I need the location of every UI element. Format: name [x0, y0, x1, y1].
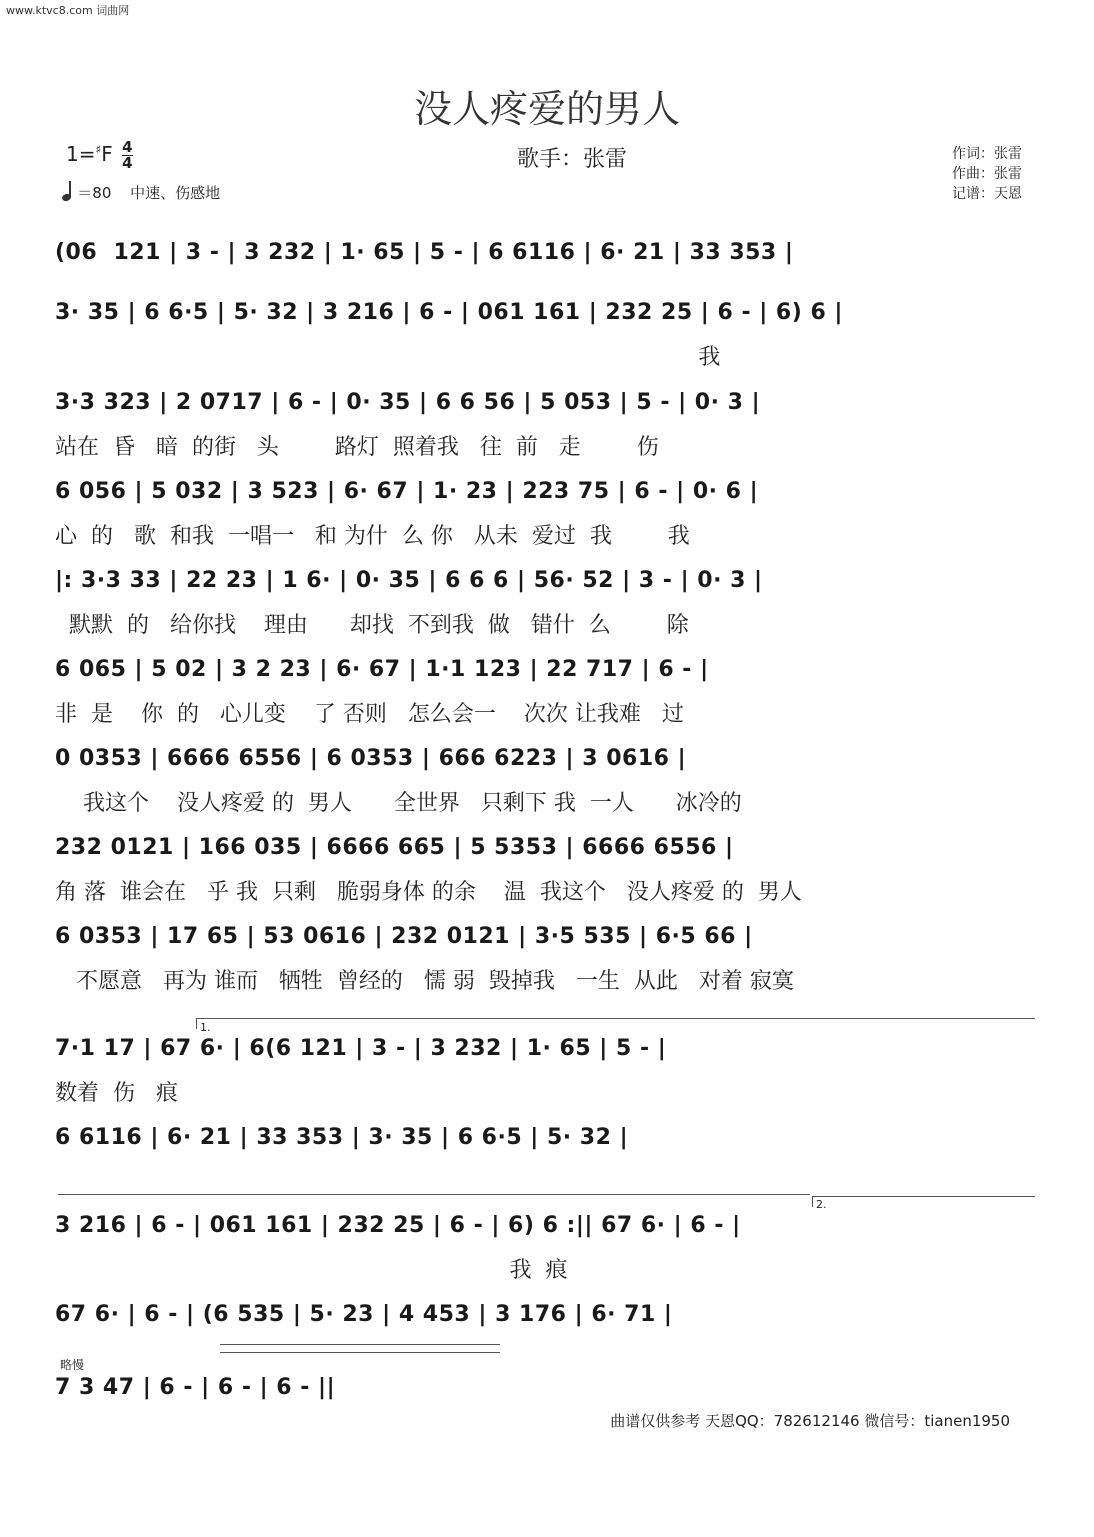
- lyrics-row-5: 默默 的 给你找 理由 却找 不到我 做 错什 么 除: [55, 613, 689, 638]
- time-beats: 4: [122, 138, 133, 156]
- lyrics-row-3: 站在 昏 暗 的街 头 路灯 照着我 往 前 走 伤: [55, 435, 659, 460]
- volta-1-label: 1.: [200, 1021, 211, 1034]
- credits: [952, 144, 1022, 204]
- lyricist: 作词：张雷: [952, 146, 1022, 162]
- lyrics-row-12: 我 痕: [55, 1258, 568, 1283]
- notation-row-2: 3· 35 | 6 6·5 | 5· 32 | 3 216 | 6 - | 061 161 | 232 25 | 6 - | 6) 6 |: [55, 300, 843, 325]
- notation-row-7: 0 0353 | 6666 6556 | 6 0353 | 666 6223 | 3 0616 |: [55, 746, 687, 771]
- volta-2-label: 2.: [816, 1198, 827, 1211]
- key-note: F: [101, 142, 113, 166]
- notation-row-13: 67 6· | 6 - | (6 535 | 5· 23 | 4 453 | 3 176 | 6· 71 |: [55, 1302, 673, 1327]
- volta-1-continuation: [58, 1194, 810, 1195]
- lyrics-row-10: 数着 伤 痕: [55, 1081, 178, 1106]
- time-unit: 4: [122, 154, 133, 172]
- note-stem: [69, 181, 71, 197]
- tempo-mark: [62, 182, 220, 203]
- notation-row-1: (06 121 | 3 - | 3 232 | 1· 65 | 5 - | 6 6116 | 6· 21 | 33 353 |: [55, 240, 794, 265]
- lyrics-row-2: 我: [55, 345, 721, 370]
- tempo-value: ＝80: [77, 184, 112, 202]
- ritardando-line-2: [220, 1352, 500, 1353]
- notation-row-5: |: 3·3 33 | 22 23 | 1 6· | 0· 35 | 6 6 6 | 56· 52 | 3 - | 0· 3 |: [55, 568, 763, 593]
- singer: 歌手：张雷: [516, 147, 627, 172]
- composer: 作曲：张雷: [952, 166, 1022, 182]
- lyrics-row-6: 非 是 你 的 心儿变 了 否则 怎么会一 次次 让我难 过: [55, 702, 684, 727]
- notation-row-12: 3 216 | 6 - | 061 161 | 232 25 | 6 - | 6) 6 :|| 67 6· | 6 - |: [55, 1213, 741, 1238]
- notation-row-14: 7 3 47 | 6 - | 6 - | 6 - ||: [55, 1375, 336, 1400]
- volta-2-bracket: [812, 1196, 1035, 1207]
- song-title: 没人疼爱的男人: [413, 87, 680, 131]
- notation-row-4: 6 056 | 5 032 | 3 523 | 6· 67 | 1· 23 | 223 75 | 6 - | 0· 6 |: [55, 479, 759, 504]
- notation-row-6: 6 065 | 5 02 | 3 2 23 | 6· 67 | 1·1 123 | 22 717 | 6 - |: [55, 657, 709, 682]
- notation-row-10: 7·1 17 | 67 6· | 6(6 121 | 3 - | 3 232 | 1· 65 | 5 - |: [55, 1036, 667, 1061]
- lyrics-row-4: 心 的 歌 和我 一唱一 和 为什 么 你 从未 爱过 我 我: [55, 524, 690, 549]
- ritardando-line: [220, 1344, 500, 1345]
- notation-row-9: 6 0353 | 17 65 | 53 0616 | 232 0121 | 3·5 535 | 6·5 66 |: [55, 924, 753, 949]
- volta-1-bracket: [196, 1018, 1035, 1029]
- notation-row-8: 232 0121 | 166 035 | 6666 665 | 5 5353 | 6666 6556 |: [55, 835, 734, 860]
- notation-row-3: 3·3 323 | 2 0717 | 6 - | 0· 35 | 6 6 56 | 5 053 | 5 - | 0· 3 |: [55, 390, 761, 415]
- notation-row-11: 6 6116 | 6· 21 | 33 353 | 3· 35 | 6 6·5 | 5· 32 |: [55, 1125, 629, 1150]
- site-watermark: www.ktvc8.com 词曲网: [6, 4, 130, 17]
- transcriber: 记谱：天恩: [952, 186, 1022, 202]
- key-sharp: ♯: [95, 142, 102, 157]
- lyrics-row-8: 角 落 谁会在 乎 我 只剩 脆弱身体 的余 温 我这个 没人疼爱 的 男人: [55, 880, 802, 905]
- slow-mark: 略慢: [60, 1358, 85, 1372]
- lyrics-row-7: 我这个 没人疼爱 的 男人 全世界 只剩下 我 一人 冰冷的: [55, 791, 742, 816]
- lyrics-row-9: 不愿意 再为 谁而 牺牲 曾经的 懦 弱 毁掉我 一生 从此 对着 寂寞: [55, 969, 794, 994]
- footer-note: 曲谱仅供参考 天恩QQ：782612146 微信号：tianen1950: [610, 1412, 1010, 1430]
- tempo-description: 中速、伤感地: [130, 184, 221, 202]
- key-prefix: 1=: [66, 142, 96, 166]
